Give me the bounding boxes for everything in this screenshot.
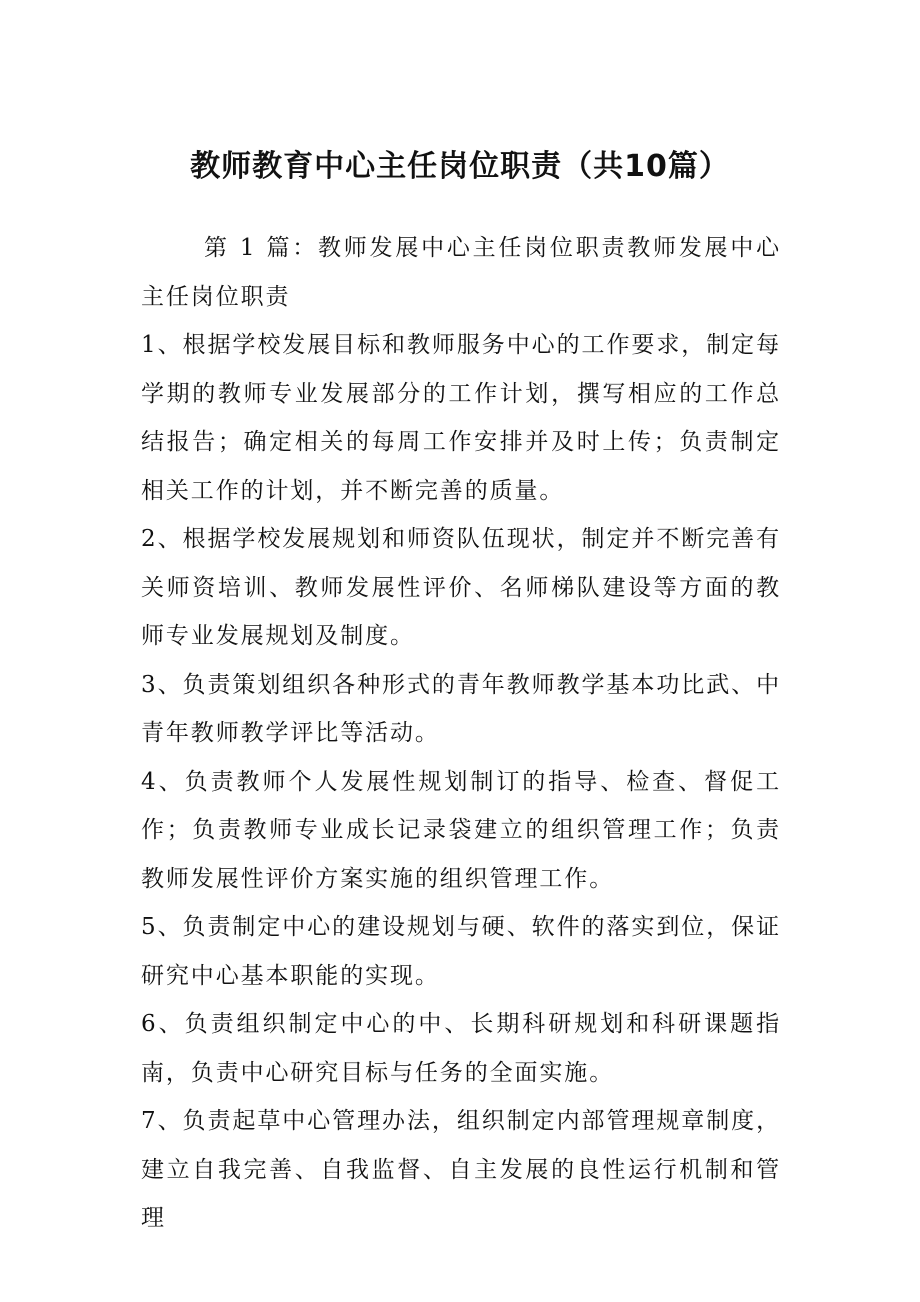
paragraph-item-3: 3、负责策划组织各种形式的青年教师教学基本功比武、中青年教师教学评比等活动。: [141, 671, 781, 746]
paragraph-item-6: 6、负责组织制定中心的中、长期科研规划和科研课题指南，负责中心研究目标与任务的全面实施。: [141, 1011, 781, 1086]
paragraph-item-1: 1、根据学校发展目标和教师服务中心的工作要求，制定每学期的教师专业发展部分的工作计划，撰写相应的工作总结报告；确定相关的每周工作安排并及时上传；负责制定相关工作的计划，并不断完善的质量。: [141, 332, 781, 504]
paragraph-heading: 第 1 篇：教师发展中心主任岗位职责教师发展中心主任岗位职责: [141, 235, 781, 310]
paragraph-item-2: 2、根据学校发展规划和师资队伍现状，制定并不断完善有关师资培训、教师发展性评价、名师梯队建设等方面的教师专业发展规划及制度。: [141, 526, 781, 649]
document-body: [141, 224, 781, 1243]
paragraph-item-5: 5、负责制定中心的建设规划与硬、软件的落实到位，保证研究中心基本职能的实现。: [141, 914, 781, 989]
document-title: 教师教育中心主任岗位职责（共10篇）: [190, 149, 730, 184]
paragraph-item-7: 7、负责起草中心管理办法，组织制定内部管理规章制度，建立自我完善、自我监督、自主发展的良性运行机制和管理: [141, 1108, 781, 1231]
paragraph-item-4: 4、负责教师个人发展性规划制订的指导、检查、督促工作；负责教师专业成长记录袋建立的组织管理工作；负责教师发展性评价方案实施的组织管理工作。: [141, 768, 781, 892]
